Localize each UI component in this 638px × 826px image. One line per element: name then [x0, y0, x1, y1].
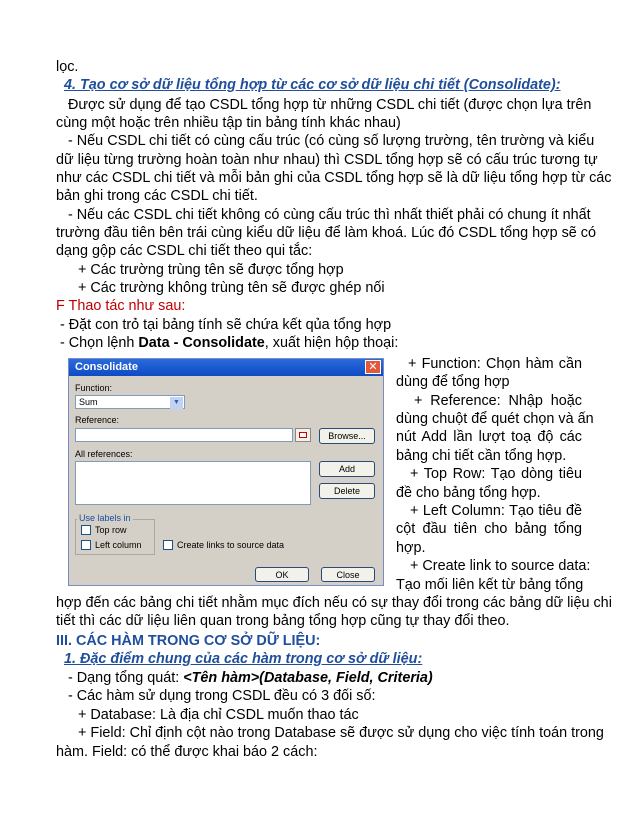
bullet-item: + Các trường trùng tên sẽ được tổng hợp [78, 262, 344, 278]
text-line: lọc. [56, 59, 79, 75]
menu-command: Data - Consolidate [138, 335, 265, 351]
paragraph-line: hợp đến các bảng chi tiết nhằm mục đích nếu có sự thay đổi trong các bảng dữ liệu chi [56, 595, 612, 611]
chapter-heading: III. CÁC HÀM TRONG CƠ SỞ DỮ LIỆU: [56, 633, 321, 649]
option-desc: đề cho bảng tổng hợp. [396, 485, 541, 501]
syntax-line [68, 669, 594, 687]
close-icon[interactable]: ✕ [365, 360, 381, 374]
step-line: - Đặt con trỏ tại bảng tính sẽ chứa kết qủa tổng hợp [60, 317, 392, 333]
paragraph-line: - Các hàm sử dụng trong CSDL đều có 3 đối số: [68, 688, 376, 704]
option-desc: dùng chuột để quét chọn và ấn [396, 411, 594, 427]
section-heading: 4. Tạo cơ sở dữ liệu tổng hợp từ các cơ sở dữ liệu chi tiết (Consolidate): [64, 77, 561, 93]
section-heading: 1. Đặc điểm chung của các hàm trong cơ sở dữ liệu: [64, 651, 423, 667]
option-desc: nút Add lần lượt toạ độ các [396, 429, 582, 445]
paragraph-line: - Nếu các CSDL chi tiết không có cùng cấu trúc thì nhất thiết phải có chung ít nhất [68, 207, 591, 223]
left-column-checkbox[interactable] [81, 540, 91, 550]
all-references-list[interactable] [75, 461, 311, 505]
bullet-item: + Field: Chỉ định cột nào trong Database sẽ được sử dụng cho việc tính toán trong [78, 725, 604, 741]
option-desc: + Function: Chọn hàm cần [408, 356, 582, 372]
cancel-button[interactable]: Close [321, 567, 375, 582]
function-dropdown[interactable] [75, 395, 185, 409]
paragraph-line: trường đầu tiên bên trái cùng kiểu dữ liệu để làm khoá. Lúc đó CSDL tổng hợp sẽ có [56, 225, 596, 241]
paragraph-line: hàm. Field: có thể được khai báo 2 cách: [56, 744, 318, 760]
dialog-title-bar [69, 359, 383, 376]
option-desc: Tạo mối liên kết từ bảng tổng [396, 577, 584, 593]
consolidate-dialog [68, 358, 384, 586]
ok-button[interactable]: OK [255, 567, 309, 582]
use-labels-label: Use labels in [79, 513, 131, 523]
option-desc: bảng chi tiết cần tổng hợp. [396, 448, 567, 464]
delete-button[interactable]: Delete [319, 483, 375, 499]
collapse-dialog-icon[interactable] [295, 428, 311, 442]
paragraph-line: cùng một hoặc trên nhiều tập tin bảng tính khác nhau) [56, 115, 401, 131]
paragraph-line: Được sử dụng để tạo CSDL tổng hợp từ những CSDL chi tiết (được chọn lựa trên [68, 97, 592, 113]
function-label: Function: [75, 383, 113, 393]
paragraph-line: dữ liệu từng trường hoàn toàn như nhau) thì CSDL tổng hợp sẽ có cấu trúc tương tự [56, 152, 598, 168]
create-links-checkbox[interactable] [163, 540, 173, 550]
syntax-label: - Dạng tổng quát: [68, 670, 184, 686]
paragraph-line: tiết thì các dữ liệu liên quan trong bảng tổng hợp cũng tự thay đổi theo. [56, 613, 510, 629]
browse-button[interactable]: Browse... [319, 428, 375, 444]
option-desc: dùng để tổng hợp [396, 374, 510, 390]
option-desc: cột đầu tiên cho bảng tổng [396, 521, 582, 537]
top-row-label: Top row [95, 525, 127, 535]
step-text: - Chọn lệnh [60, 335, 139, 351]
create-links-label: Create links to source data [177, 540, 285, 550]
syntax-formula: <Tên hàm>(Database, Field, Criteria) [183, 670, 433, 686]
option-desc: + Reference: Nhập hoặc [414, 393, 582, 409]
option-desc: + Create link to source data: [410, 558, 591, 574]
reference-label: Reference: [75, 415, 120, 425]
paragraph-line: - Nếu CSDL chi tiết có cùng cấu trúc (có cùng số lượng trường, tên trường và kiểu [68, 133, 595, 149]
dialog-title: Consolidate [75, 361, 138, 373]
option-desc: hợp. [396, 540, 426, 556]
step-line [60, 334, 586, 352]
paragraph-line: bản ghi trong các CSDL chi tiết. [56, 188, 258, 204]
top-row-checkbox[interactable] [81, 525, 91, 535]
left-column-label: Left column [95, 540, 142, 550]
bullet-item: + Các trường không trùng tên sẽ được ghép nối [78, 280, 385, 296]
operation-heading: F Thao tác như sau: [56, 298, 186, 314]
reference-input[interactable] [75, 428, 293, 442]
step-text: , xuất hiện hộp thoại: [264, 335, 399, 351]
paragraph-line: dạng gộp các CSDL chi tiết theo qui tắc: [56, 243, 313, 259]
option-desc: + Left Column: Tạo tiêu đề [410, 503, 582, 519]
option-desc: + Top Row: Tạo dòng tiêu [410, 466, 582, 482]
bullet-item: + Database: Là địa chỉ CSDL muốn thao tác [78, 707, 359, 723]
function-value: Sum [79, 397, 98, 407]
paragraph-line: như các CSDL chi tiết và mỗi bản ghi của CSDL tổng hợp sẽ là dữ liệu tổng hợp từ các [56, 170, 612, 186]
chevron-down-icon: ▼ [170, 397, 183, 409]
all-references-label: All references: [75, 449, 133, 459]
add-button[interactable]: Add [319, 461, 375, 477]
